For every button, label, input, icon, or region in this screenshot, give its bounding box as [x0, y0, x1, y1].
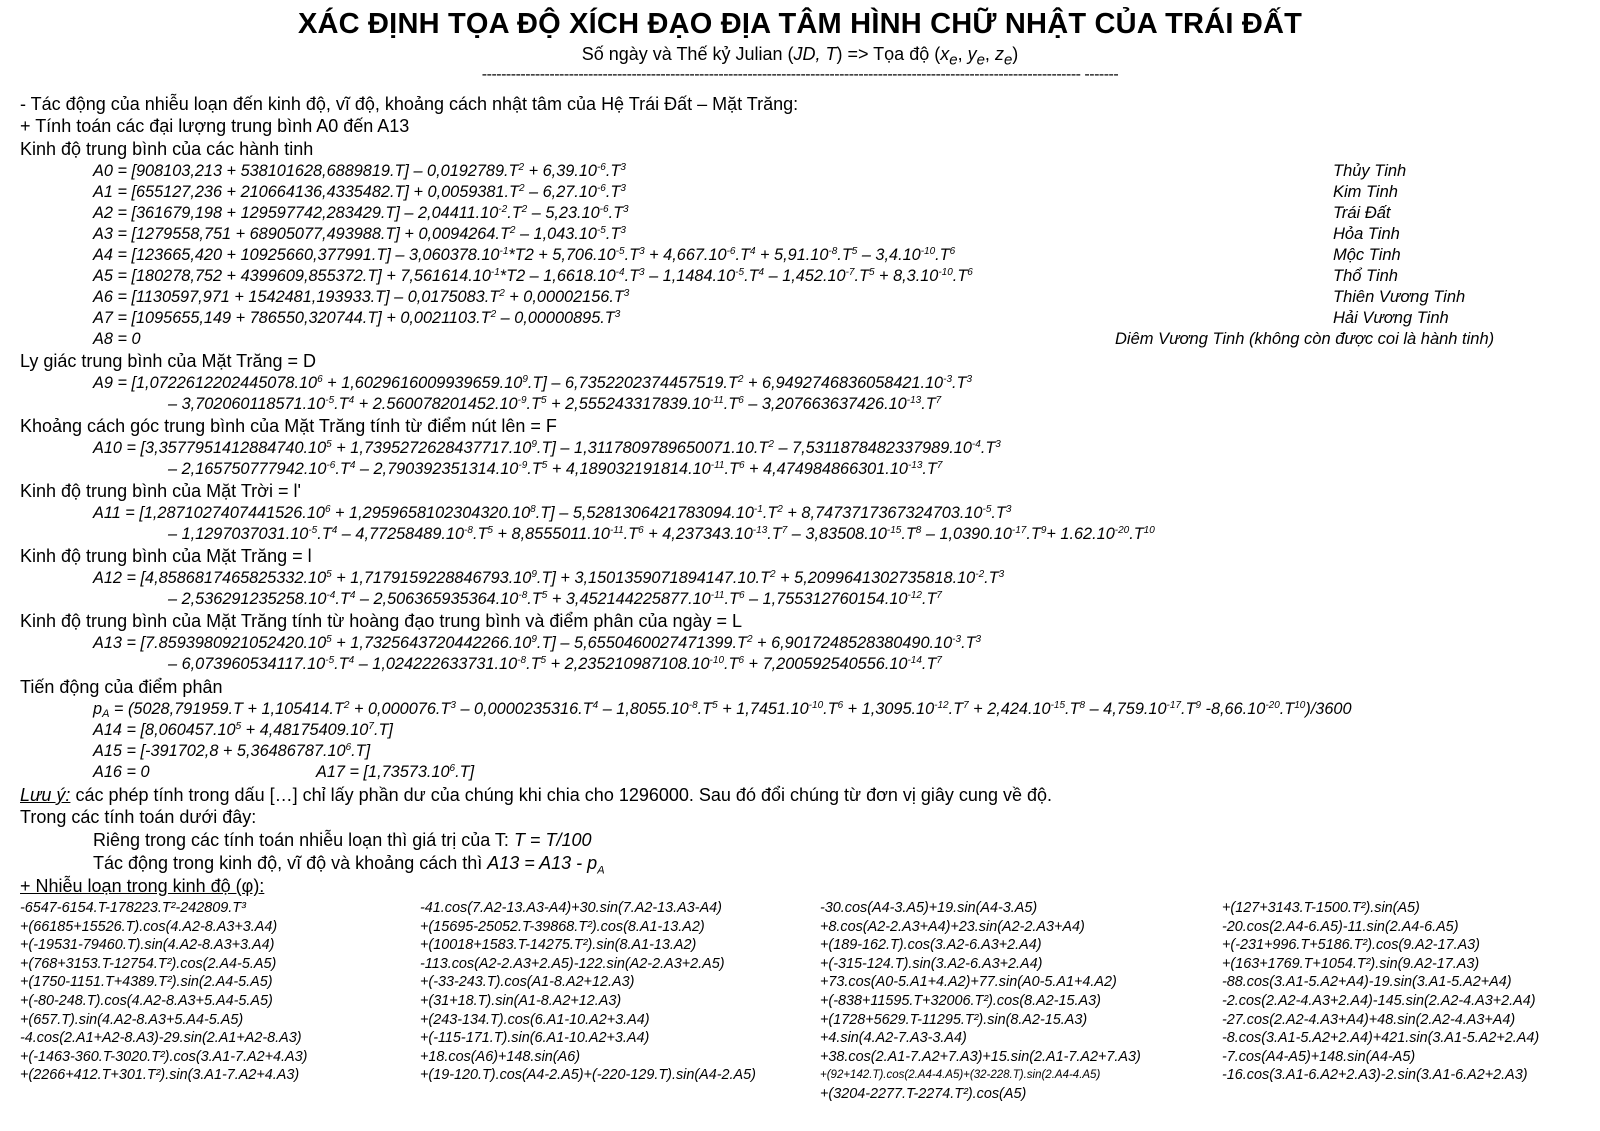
- perturb-term: +73.cos(A0-5.A1+4.A2)+77.sin(A0-5.A1+4.A2): [820, 974, 1117, 991]
- planet-label: Thủy Tinh: [1333, 162, 1407, 180]
- note-line: Tác động trong kinh độ, vĩ độ và khoảng cách thì $A13 = A13 - p_A$: [93, 853, 605, 877]
- section-heading: Kinh độ trung bình của Mặt Trời = l': [20, 481, 301, 501]
- perturb-term: +(1728+5629.T-11295.T²).sin(8.A2-15.A3): [820, 1011, 1088, 1028]
- perturb-term: +(3204-2277.T-2274.T²).cos(A5): [820, 1086, 1027, 1102]
- perturb-term: +18.cos(A6)+148.sin(A6): [420, 1048, 580, 1065]
- perturb-term: -2.cos(2.A2-4.A3+2.A4)-145.sin(2.A2-4.A3+2.A4): [1222, 993, 1536, 1009]
- perturb-term: +(2266+412.T+301.T²).sin(3.A1-7.A2+4.A3): [20, 1067, 300, 1084]
- perturb-term: +(-115-171.T).sin(6.A1-10.A2+3.A4): [420, 1030, 650, 1047]
- perturb-term: +(768+3153.T-12754.T²).cos(2.A4-5.A5): [20, 955, 277, 972]
- perturb-term: -4.cos(2.A1+A2-8.A3)-29.sin(2.A1+A2-8.A3): [20, 1030, 302, 1047]
- formula-a7: $A7 = [1095655,149 + 786550,320744.T] + 0,0021103.T^2 - 0,00000895.T^3$: [93, 309, 621, 327]
- perturb-term: -27.cos(2.A2-4.A3+A4)+48.sin(2.A2-4.A3+A4): [1222, 1011, 1516, 1028]
- divider-line: ---------------------------------------------------------------------------------------------------------------------------- -------: [481, 66, 1119, 83]
- planet-label: Thổ Tinh: [1333, 267, 1398, 285]
- pluto-label: Diêm Vương Tinh (không còn được coi là hành tinh): [1115, 330, 1495, 348]
- perturb-term: +(31+18.T).sin(A1-8.A2+12.A3): [420, 993, 622, 1009]
- perturb-term: +8.cos(A2-2.A3+A4)+23.sin(A2-2.A3+A4): [820, 918, 1085, 935]
- formula-a0: $A0 = [908103,213 + 538101628,6889819.T] - 0,0192789.T^2 + 6,39.10^{-6}.T^3$: [93, 162, 626, 180]
- formula-a9: $A9 = [1,0722612202445078.10^6 + 1,6029616009939659.10^9.T] - 6,7352202374457519.T^2 + 6,9492746836058421.10^{-3}.T^3$: [93, 374, 973, 392]
- perturb-term: -6547-6154.T-178223.T²-242809.T³: [20, 900, 246, 916]
- note-line: Riêng trong các tính toán nhiễu loạn thì giá trị của T: T = T/100: [93, 830, 592, 850]
- formula-a5: $A5 = [180278,752 + 4399609,855372.T] + 7,561614.10^{-1}*T2 - 1,6618.10^{-4}.T^3 - 1,1484.10^{-5}.T^4 - 1,452.10^{-7}.T^5 + 8,3.10^{-10}.T^6$: [93, 267, 973, 285]
- perturb-term: +4.sin(4.A2-7.A3-3.A4): [820, 1030, 967, 1047]
- perturb-term: +(163+1769.T+1054.T²).sin(9.A2-17.A3): [1222, 955, 1480, 972]
- planet-label: Kim Tinh: [1333, 183, 1398, 201]
- perturb-term: +(15695-25052.T-39868.T²).cos(8.A1-13.A2): [420, 918, 705, 935]
- formula-a4: $A4 = [123665,420 + 10925660,377991.T] - 3,060378.10^{-1}*T2 + 5,706.10^{-5}.T^3 + 4,667.10^{-6}.T^4 + 5,91.10^{-8}.T^5 - 3,4.10^{-10}.T^6$: [93, 246, 956, 264]
- formula-a12: $A12 = [4,8586817465825332.10^5 + 1,7179159228846793.10^9.T] + 3,1501359071894147.10.T^2 + 5,2099641302735818.10^{-2}.T^3$: [93, 569, 1005, 587]
- formula-a8: A8 = 0: [93, 330, 141, 348]
- note-line: Lưu ý: các phép tính trong dấu […] chỉ lấy phần dư của chúng khi chia cho 1296000. Sau đó đổi chúng từ đơn vị giây cung về độ.: [20, 785, 1052, 805]
- section-heading: Khoảng cách góc trung bình của Mặt Trăng tính từ điểm nút lên = F: [20, 416, 557, 436]
- formula-a12-cont: – $2,536291235258.10^{-4}.T^4 - 2,506365935364.10^{-8}.T^5 + 3,452144225877.10^{-11}.T^6 - 1,755312760154.10^{-12}.T^7$: [168, 590, 942, 608]
- formula-a6: $A6 = [1130597,971 + 1542481,193933.T] - 0,0175083.T^2 + 0,00002156.T^3$: [93, 288, 630, 306]
- planet-label: Hỏa Tinh: [1333, 225, 1400, 243]
- formula-a17: $A17 = [1,73573.10^6.T]$: [316, 763, 475, 781]
- section-heading: Kinh độ trung bình của các hành tinh: [20, 139, 314, 159]
- perturb-term: +(-231+996.T+5186.T²).cos(9.A2-17.A3): [1222, 937, 1480, 954]
- formula-a1: $A1 = [655127,236 + 210664136,4335482.T] + 0,0059381.T^2 - 6,27.10^{-6}.T^3$: [93, 183, 626, 201]
- perturb-term: -113.cos(A2-2.A3+2.A5)-122.sin(A2-2.A3+2.A5): [420, 955, 725, 972]
- intro-line: - Tác động của nhiễu loạn đến kinh độ, vĩ độ, khoảng cách nhật tâm của Hệ Trái Đất – Mặt Trăng:: [20, 94, 799, 114]
- perturb-term: +(127+3143.T-1500.T²).sin(A5): [1222, 900, 1420, 916]
- perturb-term: -7.cos(A4-A5)+148.sin(A4-A5): [1222, 1048, 1416, 1065]
- formula-a3: $A3 = [1279558,751 + 68905077,493988.T] + 0,0094264.T^2 - 1,043.10^{-5}.T^3$: [93, 225, 626, 243]
- page-subtitle: Số ngày và Thế kỷ Julian (JD, T) => Tọa độ ($x_e$, $y_e$, $z_e$): [581, 44, 1019, 69]
- perturb-term: -16.cos(3.A1-6.A2+2.A3)-2.sin(3.A1-6.A2+2.A3): [1222, 1067, 1528, 1084]
- formula-a11-cont: – $1,1297037031.10^{-5}.T^4 - 4,77258489.10^{-8}.T^5 + 8,8555011.10^{-11}.T^6 + 4,237343.10^{-13}.T^7 - 3,83508.10^{-15}.T^8 - 1,0390.10^{-17}.T^9+ 1.62.10^{-20}.T^{10}$: [168, 525, 1155, 543]
- section-heading: Ly giác trung bình của Mặt Trăng = D: [20, 351, 316, 371]
- perturb-term: -30.cos(A4-3.A5)+19.sin(A4-3.A5): [820, 900, 1038, 916]
- perturb-term: +(189-162.T).cos(3.A2-6.A3+2.A4): [820, 937, 1042, 954]
- formula-a13-cont: – $6,073960534117.10^{-5}.T^4 - 1,024222633731.10^{-8}.T^5 + 2,235210987108.10^{-10}.T^6 + 7,200592540556.10^{-14}.T^7$: [168, 655, 942, 673]
- perturb-term: +(19-120.T).cos(A4-2.A5)+(-220-129.T).sin(A4-2.A5): [420, 1067, 756, 1084]
- perturb-term: +(243-134.T).cos(6.A1-10.A2+3.A4): [420, 1011, 650, 1028]
- formula-pa: $p_A = (5028,791959.T + 1,105414.T^2 + 0,000076.T^3 - 0,0000235316.T^4 - 1,8055.10^{-8}.T^5 + 1,7451.10^{-10}.T^6 + 1,3095.10^{-12}.T^7 + 2,424.10^{-15}.T^8 - 4,759.10^{-17}.T^9$ $-8,66.10^{-20}.T^{10})/3600$: [93, 700, 1352, 720]
- perturb-term: -20.cos(2.A4-6.A5)-11.sin(2.A4-6.A5): [1222, 918, 1459, 935]
- page-title: XÁC ĐỊNH TỌA ĐỘ XÍCH ĐẠO ĐỊA TÂM HÌNH CHỮ NHẬT CỦA TRÁI ĐẤT: [297, 8, 1303, 40]
- formula-a10-cont: – $2,165750777942.10^{-6}.T^4 - 2,790392351314.10^{-9}.T^5 + 4,189032191814.10^{-11}.T^6 + 4,474984866301.10^{-13}.T^7$: [168, 460, 943, 478]
- formula-a10: $A10 = [3,3577951412884740.10^5 + 1,7395272628437717.10^9.T] - 1,3117809789650071.10.T^2 - 7,5311878482337989.10^{-4}.T^3$: [93, 439, 1001, 457]
- intro-line: + Tính toán các đại lượng trung bình A0 đến A13: [20, 116, 410, 136]
- perturb-term: +(-33-243.T).cos(A1-8.A2+12.A3): [420, 974, 635, 991]
- planet-label: Trái Đất: [1333, 204, 1391, 222]
- planet-label: Thiên Vương Tinh: [1333, 288, 1466, 306]
- section-heading: Kinh độ trung bình của Mặt Trăng = l: [20, 546, 312, 566]
- perturb-term: +(-19531-79460.T).sin(4.A2-8.A3+3.A4): [20, 937, 275, 954]
- formula-a11: $A11 = [1,2871027407441526.10^6 + 1,2959658102304320.10^8.T] - 5,5281306421783094.10^{-1}.T^2 + 8,7473717367324703.10^{-5}.T^3$: [93, 504, 1012, 522]
- note-line: Trong các tính toán dưới đây:: [20, 807, 257, 827]
- section-heading: Kinh độ trung bình của Mặt Trăng tính từ hoàng đạo trung bình và điểm phân của ngày = L: [20, 611, 743, 631]
- section-heading: Tiến động của điểm phân: [20, 677, 223, 697]
- perturb-term: -41.cos(7.A2-13.A3-A4)+30.sin(7.A2-13.A3-A4): [420, 900, 722, 916]
- perturb-heading: + Nhiễu loạn trong kinh độ (φ):: [20, 876, 265, 896]
- planet-label: Mộc Tinh: [1333, 246, 1401, 264]
- perturb-term: +(-315-124.T).sin(3.A2-6.A3+2.A4): [820, 955, 1043, 972]
- formula-a16: A16 = 0: [93, 763, 150, 781]
- planet-label: Hải Vương Tinh: [1333, 309, 1449, 327]
- perturb-term: +(1750-1151.T+4389.T²).sin(2.A4-5.A5): [20, 974, 273, 991]
- formula-a15: $A15 = [-391702,8 + 5,36486787.10^6.T]$: [93, 742, 371, 760]
- perturb-term: +38.cos(2.A1-7.A2+7.A3)+15.sin(2.A1-7.A2+7.A3): [820, 1048, 1141, 1065]
- perturb-term: +(657.T).sin(4.A2-8.A3+5.A4-5.A5): [20, 1011, 244, 1028]
- perturb-term: +(-1463-360.T-3020.T²).cos(3.A1-7.A2+4.A3): [20, 1048, 308, 1065]
- perturb-term: +(66185+15526.T).cos(4.A2-8.A3+3.A4): [20, 918, 278, 935]
- formula-a13: $A13 = [7.8593980921052420.10^5 + 1,7325643720442266.10^9.T] - 5,6550460027471399.T^2 + 6,9017248528380490.10^{-3}.T^3$: [93, 634, 982, 652]
- perturb-term: -8.cos(3.A1-5.A2+2.A4)+421.sin(3.A1-5.A2+2.A4): [1222, 1030, 1540, 1047]
- perturb-term: -88.cos(3.A1-5.A2+A4)-19.sin(3.A1-5.A2+A4): [1222, 974, 1512, 991]
- perturb-term: +(10018+1583.T-14275.T²).sin(8.A1-13.A2): [420, 937, 697, 954]
- formula-a9-cont: – $3,702060118571.10^{-5}.T^4 + 2.560078201452.10^{-9}.T^5 + 2,555243317839.10^{-11}.T^6 - 3,207663637426.10^{-13}.T^7$: [168, 395, 942, 413]
- formula-a14: $A14 = [8,060457.10^5 + 4,48175409.10^7.T]$: [93, 721, 393, 739]
- formula-a2: $A2 = [361679,198 + 129597742,283429.T] - 2,04411.10^{-2}.T^2 - 5,23.10^{-6}.T^3$: [93, 204, 629, 222]
- perturb-term: +(-80-248.T).cos(4.A2-8.A3+5.A4-5.A5): [20, 993, 273, 1009]
- perturb-term: +(-838+11595.T+32006.T²).cos(8.A2-15.A3): [820, 993, 1101, 1009]
- perturb-term: +(92+142.T).cos(2.A4-4.A5)+(32-228.T).sin(2.A4-4.A5): [820, 1069, 1101, 1082]
